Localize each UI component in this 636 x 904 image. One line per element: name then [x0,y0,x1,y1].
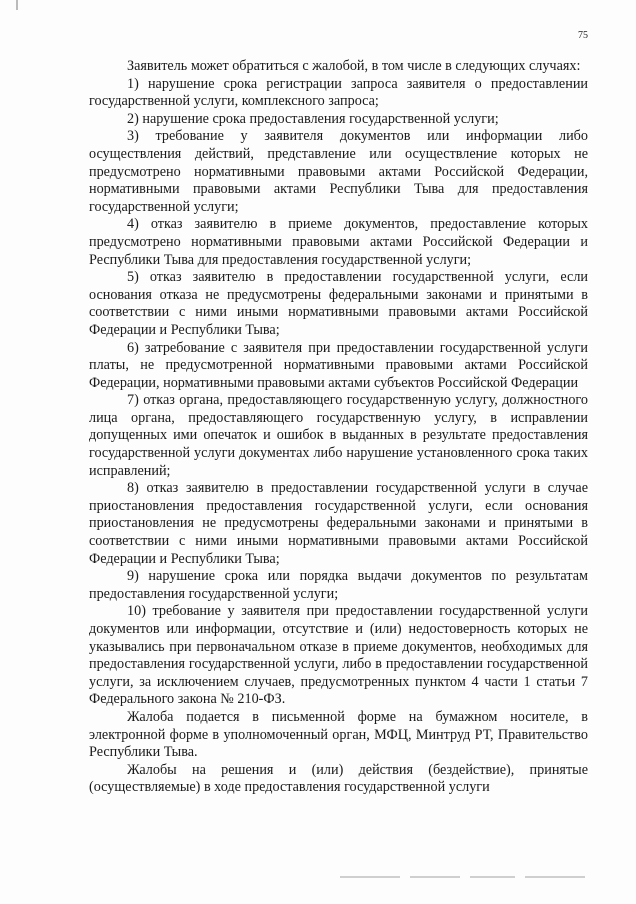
list-item-3: 3) требование у заявителя документов или информации либо осуществления действий, представление или осуществление которых не предусмотрено нормативными правовыми актами Российской Федерации, нормативными правовыми актами Республики Тыва для предоставления государственной услуги; [89,128,588,215]
list-item-6: 6) затребование с заявителя при предоставлении государственной услуги платы, не предусмотренной нормативными правовыми актами Российской Федерации, нормативными правовыми актами субъектов Российской Федерации [89,339,588,391]
paragraph-intro: Заявитель может обратиться с жалобой, в том числе в следующих случаях: [127,58,581,74]
list-item-9: 9) нарушение срока или порядка выдачи документов по результатам предоставления государственной услуги; [89,568,588,602]
scan-footer-line [525,876,585,878]
scan-footer-line [470,876,515,878]
scan-footer-line [340,876,400,878]
list-item-4: 4) отказ заявителю в приеме документов, предоставление которых предусмотрено нормативными правовыми актами Российской Федерации и Республики Тыва для предоставления государственной услуги; [89,216,588,268]
list-item-10: 10) требование у заявителя при предоставлении государственной услуги документов или информации, отсутствие и (или) недостоверность которых не указывались при первоначальном отказе в приеме документов, необходимых для предоставления государственной услуги, либо в предоставлении государственной услуги, за исключением случаев, предусмотренных пунктом 4 части 1 статьи 7 Федерального закона № 210-ФЗ. [89,603,588,708]
page-number: 75 [578,30,588,41]
document-body [89,58,588,797]
paragraph-complaint-form: Жалоба подается в письменной форме на бумажном носителе, в электронной форме в уполномоченный орган, МФЦ, Минтруд РТ, Правительство Республики Тыва. [89,708,588,761]
list-item-5: 5) отказ заявителю в предоставлении государственной услуги, если основания отказа не предусмотрены федеральными законами и принятыми в соответствии с ними иными нормативными правовыми актами Российской Федерации и Республики Тыва; [89,269,588,338]
scan-edge-mark [16,0,18,10]
list-item-7: 7) отказ органа, предоставляющего государственную услугу, должностного лица органа, предоставляющего государственную услугу, в исправлении допущенных ими опечаток и ошибок в выданных в результате предоставления государственной услуги документах либо нарушение установленного срока таких исправлений; [89,392,588,479]
paragraph-complaint-decisions: Жалобы на решения и (или) действия (бездействие), принятые (осуществляемые) в ходе предоставления государственной услуги [89,761,588,796]
scan-footer-line [410,876,460,878]
list-item-2: 2) нарушение срока предоставления государственной услуги; [127,110,499,127]
list-item-8: 8) отказ заявителю в предоставлении государственной услуги в случае приостановления предоставления государственной услуги, если основания приостановления не предусмотрены федеральными законами и принятыми в соответствии с ними иными нормативными правовыми актами Российской Федерации и Республики Тыва; [89,480,588,567]
list-item-1: 1) нарушение срока регистрации запроса заявителя о предоставлении государственной услуги, комплексного запроса; [89,75,588,110]
